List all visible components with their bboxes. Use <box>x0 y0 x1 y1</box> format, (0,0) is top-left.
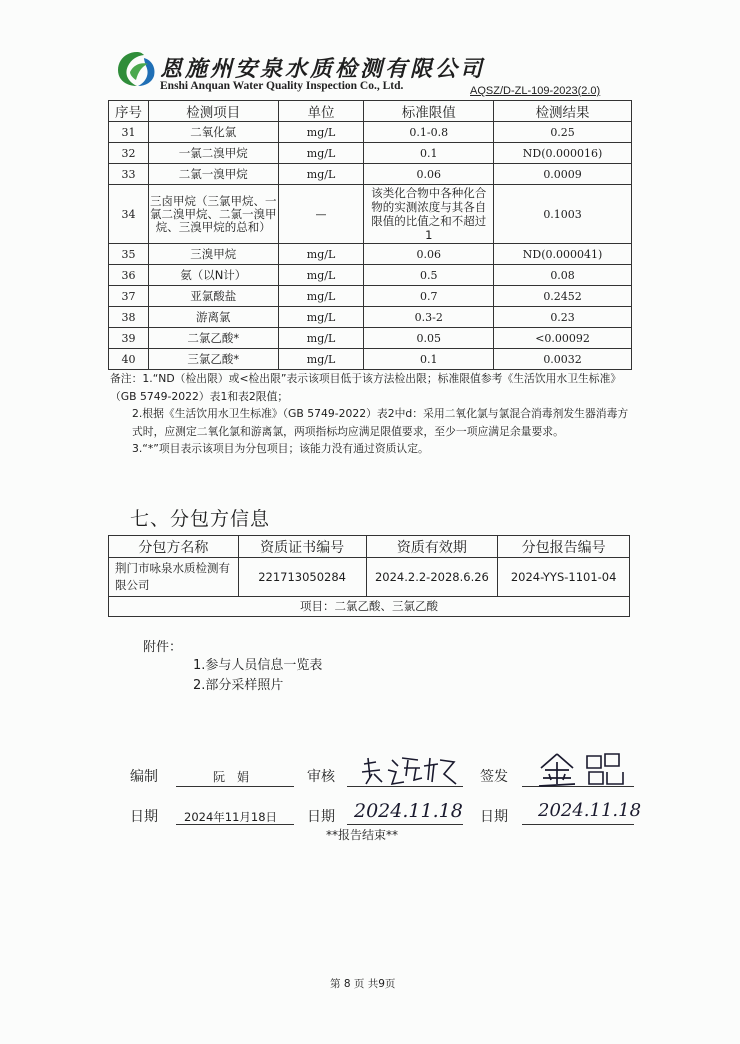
row-limit: 0.5 <box>364 265 494 286</box>
row-no: 33 <box>109 164 149 185</box>
row-no: 38 <box>109 307 149 328</box>
col-header-item: 检测项目 <box>148 101 278 122</box>
reviewed-signature <box>358 752 460 788</box>
row-item: 氨（以N计） <box>148 265 278 286</box>
row-unit: mg/L <box>278 286 364 307</box>
table-row <box>109 307 632 328</box>
row-limit: 0.1-0.8 <box>364 122 494 143</box>
prepared-date: 2024年11月18日 <box>184 810 278 824</box>
company-name-cn: 恩施州安泉水质检测有限公司 <box>160 56 486 82</box>
section-title-subcontract: 七、分包方信息 <box>130 508 271 530</box>
row-limit: 0.1 <box>364 143 494 164</box>
row-no: 31 <box>109 122 149 143</box>
col-header-result: 检测结果 <box>494 101 632 122</box>
subcontractor-name: 荆门市咏泉水质检测有限公司 <box>109 558 239 597</box>
table-row <box>109 185 632 244</box>
col-header-limit: 标准限值 <box>364 101 494 122</box>
row-limit: 0.7 <box>364 286 494 307</box>
table-row <box>109 265 632 286</box>
table-row <box>109 286 632 307</box>
row-no: 35 <box>109 244 149 265</box>
table-header-row <box>109 101 632 122</box>
table-row <box>109 143 632 164</box>
prepared-label: 编制 <box>130 769 158 785</box>
row-unit: mg/L <box>278 307 364 328</box>
row-item: 三卤甲烷（三氯甲烷、一氯二溴甲烷、二氯一溴甲烷、三溴甲烷的总和） <box>148 185 278 244</box>
row-result: <0.00092 <box>494 328 632 349</box>
row-item: 亚氯酸盐 <box>148 286 278 307</box>
col-header-report-no: 分包报告编号 <box>498 536 630 558</box>
row-no: 40 <box>109 349 149 370</box>
prepared-name: 阮 娟 <box>213 770 250 784</box>
company-logo-icon <box>116 50 158 88</box>
cert-number: 221713050284 <box>238 558 366 597</box>
company-name-en: Enshi Anquan Water Quality Inspection Co., Ltd. <box>160 80 404 92</box>
col-header-no: 序号 <box>109 101 149 122</box>
issued-date: 2024.11.18 <box>538 800 642 821</box>
attachments-list <box>193 656 322 696</box>
reviewed-date-line <box>347 824 463 825</box>
note-3: 3.“*”项目表示该项目为分包项目；该能力没有通过资质认定。 <box>132 442 429 455</box>
row-no: 32 <box>109 143 149 164</box>
col-header-cert-no: 资质证书编号 <box>238 536 366 558</box>
row-result: 0.1003 <box>494 185 632 244</box>
subcontract-table <box>108 535 630 617</box>
issued-date-label: 日期 <box>480 809 508 825</box>
note-1: 备注：1.“ND（检出限）或<检出限”表示该项目低于该方法检出限；标准限值参考《生活饮用水卫生标准》（GB 5749-2022）表1和表2限值； <box>110 372 622 403</box>
row-no: 34 <box>109 185 149 244</box>
row-limit: 0.06 <box>364 244 494 265</box>
row-limit: 0.3-2 <box>364 307 494 328</box>
row-item: 三氯乙酸* <box>148 349 278 370</box>
row-limit: 该类化合物中各种化合物的实测浓度与其各自限值的比值之和不超过1 <box>364 185 494 244</box>
row-unit: mg/L <box>278 349 364 370</box>
table-row <box>109 164 632 185</box>
note-2: 2.根据《生活饮用水卫生标准》（GB 5749-2022）表2中d：采用二氧化氯与氯混合消毒剂发生器消毒方式时，应测定二氧化氯和游离氯，两项指标均应满足限值要求，至少一项应满足余量要求。 <box>132 407 629 438</box>
col-header-sub-name: 分包方名称 <box>109 536 239 558</box>
issued-date-line <box>522 824 634 825</box>
row-result: 0.23 <box>494 307 632 328</box>
col-header-unit: 单位 <box>278 101 364 122</box>
subcontract-items: 项目：二氯乙酸、三氯乙酸 <box>109 597 630 617</box>
prepared-line <box>176 786 294 787</box>
row-result: 0.2452 <box>494 286 632 307</box>
table-row <box>109 244 632 265</box>
row-result: 0.08 <box>494 265 632 286</box>
row-unit: mg/L <box>278 122 364 143</box>
row-unit: mg/L <box>278 164 364 185</box>
reviewed-label: 审核 <box>307 769 335 785</box>
row-result: ND(0.000016) <box>494 143 632 164</box>
row-no: 36 <box>109 265 149 286</box>
row-item: 二氯一溴甲烷 <box>148 164 278 185</box>
test-results-table <box>108 100 632 370</box>
row-limit: 0.05 <box>364 328 494 349</box>
attachments-label: 附件： <box>143 640 183 655</box>
issued-signature <box>535 750 631 788</box>
report-end-text: **报告结束** <box>326 828 399 842</box>
row-limit: 0.06 <box>364 164 494 185</box>
row-item: 一氯二溴甲烷 <box>148 143 278 164</box>
row-result: 0.25 <box>494 122 632 143</box>
row-unit: mg/L <box>278 328 364 349</box>
list-item: 2.部分采样照片 <box>193 678 284 693</box>
row-unit: — <box>278 185 364 244</box>
page-number: 第 8 页 共9页 <box>330 978 396 990</box>
row-limit: 0.1 <box>364 349 494 370</box>
report-number: 2024-YYS-1101-04 <box>498 558 630 597</box>
table-row <box>109 122 632 143</box>
validity-period: 2024.2.2-2028.6.26 <box>366 558 498 597</box>
row-unit: mg/L <box>278 244 364 265</box>
row-item: 二氯乙酸* <box>148 328 278 349</box>
table-row <box>109 349 632 370</box>
table-row <box>109 558 630 597</box>
row-result: ND(0.000041) <box>494 244 632 265</box>
col-header-validity: 资质有效期 <box>366 536 498 558</box>
table-header-row <box>109 536 630 558</box>
table-row <box>109 328 632 349</box>
reviewed-date: 2024.11.18 <box>354 800 463 822</box>
table-row <box>109 597 630 617</box>
row-unit: mg/L <box>278 265 364 286</box>
row-no: 39 <box>109 328 149 349</box>
issued-label: 签发 <box>480 769 508 785</box>
row-result: 0.0009 <box>494 164 632 185</box>
list-item: 1.参与人员信息一览表 <box>193 658 323 673</box>
row-result: 0.0032 <box>494 349 632 370</box>
prepared-date-label: 日期 <box>130 809 158 825</box>
row-unit: mg/L <box>278 143 364 164</box>
reviewed-date-label: 日期 <box>307 809 335 825</box>
document-code: AQSZ/D-ZL-109-2023(2.0) <box>470 85 601 97</box>
row-item: 游离氯 <box>148 307 278 328</box>
row-no: 37 <box>109 286 149 307</box>
row-item: 二氧化氯 <box>148 122 278 143</box>
notes-section <box>110 370 630 458</box>
row-item: 三溴甲烷 <box>148 244 278 265</box>
